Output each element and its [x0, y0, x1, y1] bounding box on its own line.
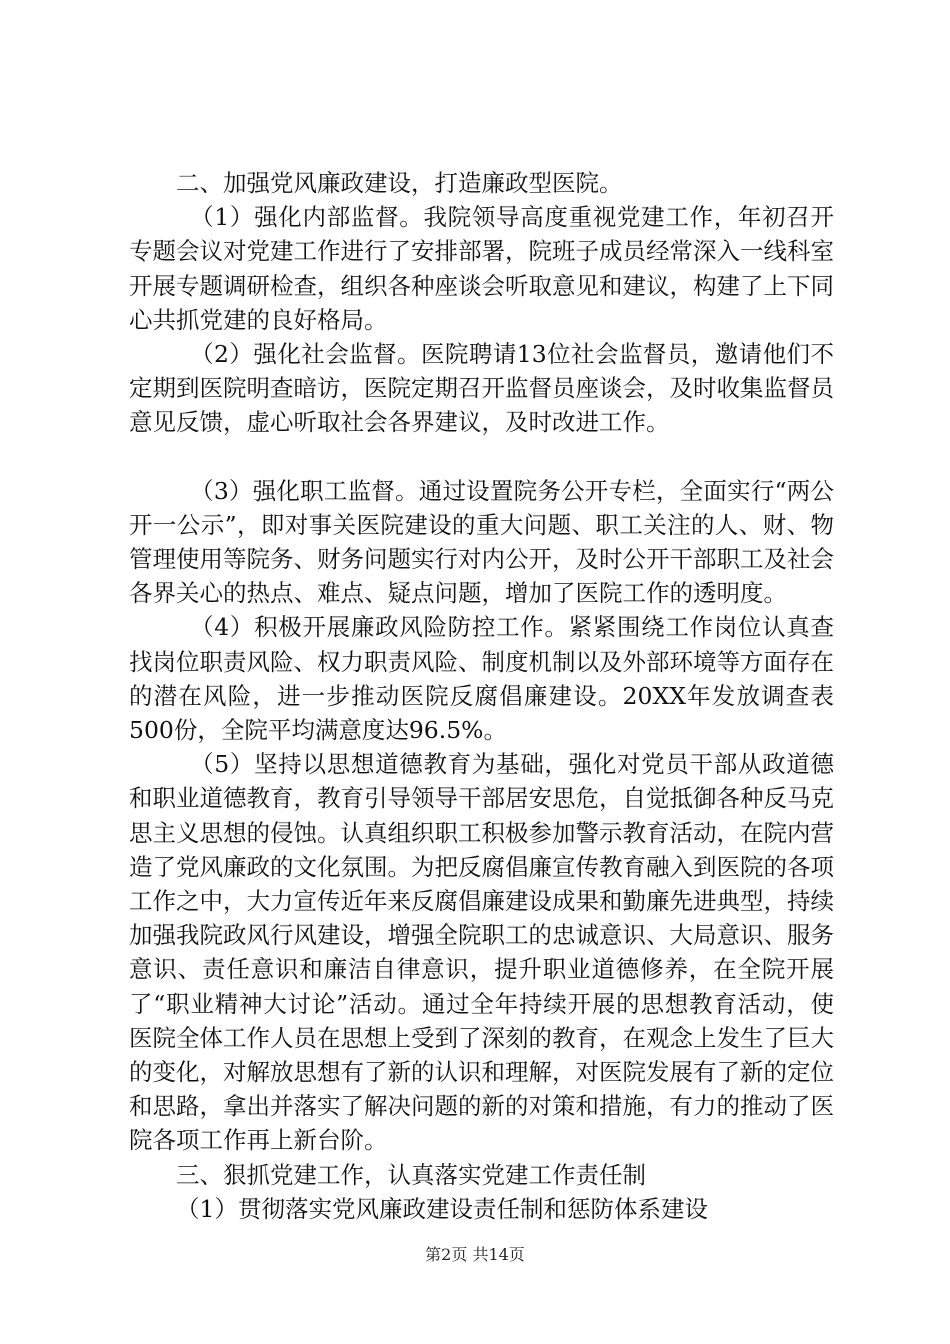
paragraph-risk-control: （4）积极开展廉政风险防控工作。紧紧围绕工作岗位认真查找岗位职责风险、权力职责风险、制度机制以及外部环境等方面存在的潜在风险，进一步推动医院反腐倡廉建设。20XX年发放调查表500份，全院平均满意度达96.5%。: [129, 613, 834, 745]
paragraph-gap: [129, 440, 834, 474]
section-heading-3: 三、狠抓党建工作，认真落实党建工作责任制: [176, 1160, 646, 1189]
section-heading-2: 二、加强党风廉政建设，打造廉政型医院。: [176, 169, 623, 197]
page-footer: 第2页 共14页: [425, 1245, 525, 1264]
paragraph-social-supervision: （2）强化社会监督。医院聘请13位社会监督员，邀请他们不定期到医院明查暗访，医院定期召开监督员座谈会，及时收集监督员意见反馈，虚心听取社会各界建议，及时改进工作。: [129, 340, 834, 437]
document-body: [129, 166, 834, 1226]
paragraph-staff-supervision: （3）强化职工监督。通过设置院务公开专栏，全面实行“两公开一公示”，即对事关医院建设的重大问题、职工关注的人、财、物管理使用等院务、财务问题实行对内公开，及时公开干部职工及社会各界关心的热点、难点、疑点问题，增加了医院工作的透明度。: [129, 476, 834, 608]
paragraph-internal-supervision: （1）强化内部监督。我院领导高度重视党建工作，年初召开专题会议对党建工作进行了安排部署，院班子成员经常深入一线科室开展专题调研检查，组织各种座谈会听取意见和建议，构建了上下同心共抓党建的良好格局。: [129, 203, 834, 334]
paragraph-responsibility-system: （1）贯彻落实党风廉政建设责任制和惩防体系建设: [176, 1194, 708, 1223]
paragraph-moral-education: （5）坚持以思想道德教育为基础，强化对党员干部从政道德和职业道德教育，教育引导领导干部居安思危，自觉抵御各种反马克思主义思想的侵蚀。认真组织职工积极参加警示教育活动，在院内营造了党风廉政的文化氛围。为把反腐倡廉宣传教育融入到医院的各项工作之中，大力宣传近年来反腐倡廉建设成果和勤廉先进典型，持续加强我院政风行风建设，增强全院职工的忠诚意识、大局意识、服务意识、责任意识和廉洁自律意识，提升职业道德修养，在全院开展了“职业精神大讨论”活动。通过全年持续开展的思想教育活动，使医院全体工作人员在思想上受到了深刻的教育，在观念上发生了巨大的变化，对解放思想有了新的认识和理解，对医院发展有了新的定位和思路，拿出并落实了解决问题的新的对策和措施，有力的推动了医院各项工作再上新台阶。: [129, 750, 834, 1155]
